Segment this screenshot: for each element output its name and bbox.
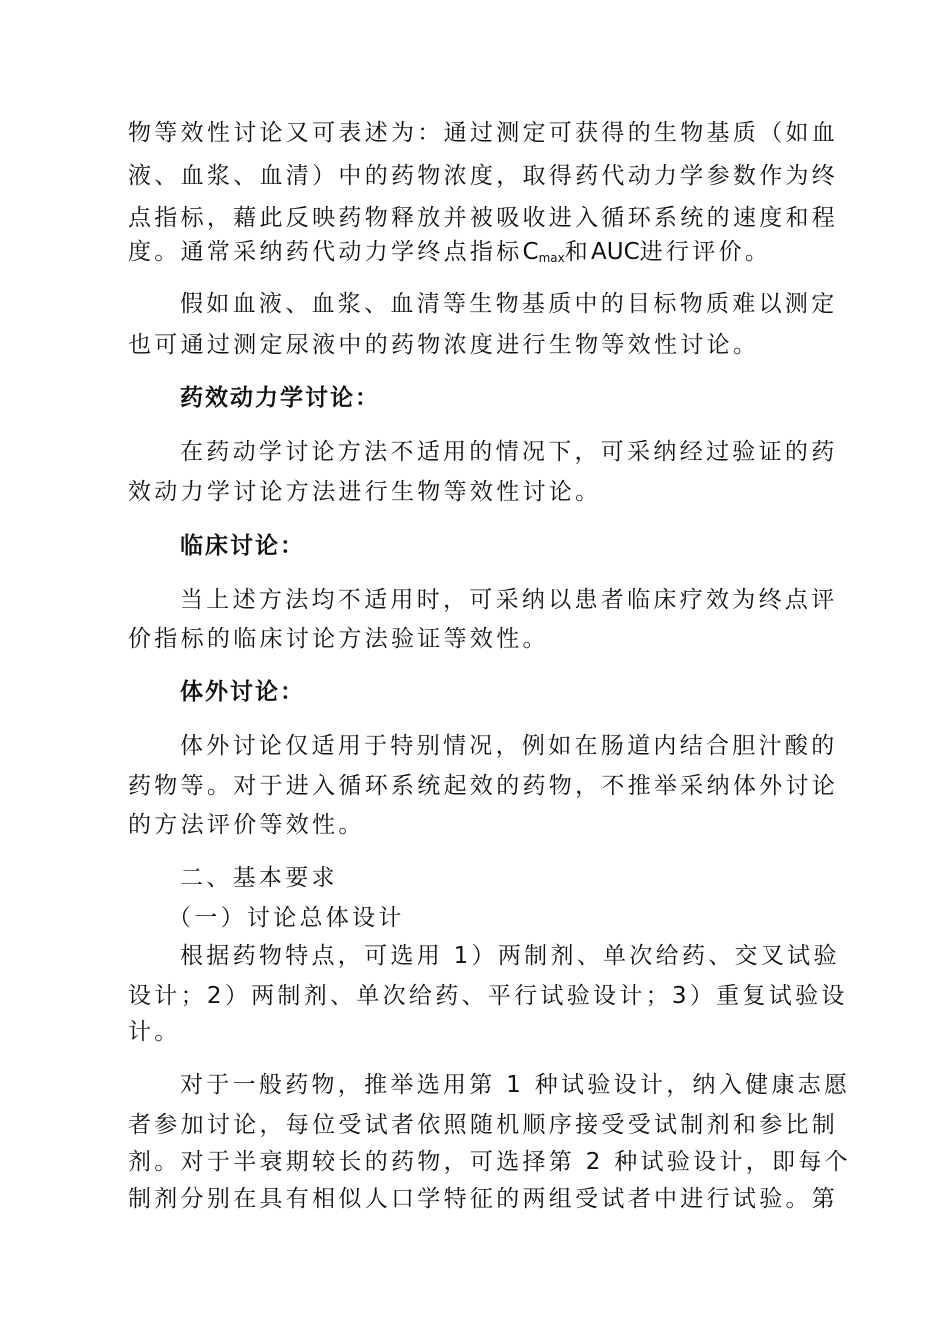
heading-clinical: 临床讨论： <box>180 533 305 559</box>
paragraph-7-line-4: 制剂分别在具有相似人口学特征的两组受试者中进行试验。第 <box>128 1186 839 1212</box>
paragraph-1-line-2: 液、血浆、血清）中的药物浓度，取得药代动力学参数作为终 <box>128 163 839 189</box>
paragraph-6-line-1: 根据药物特点，可选用 1）两制剂、单次给药、交叉试验 <box>180 943 840 969</box>
heading-pharmacodynamics: 药效动力学讨论： <box>180 385 380 411</box>
paragraph-6-line-3: 计。 <box>128 1019 181 1045</box>
section-overall-design: （一）讨论总体设计 <box>168 905 405 931</box>
and-text: 和 <box>564 239 592 265</box>
paragraph-3-line-2: 效动力学讨论方法进行生物等效性讨论。 <box>128 479 602 505</box>
heading-in-vitro: 体外讨论： <box>180 679 305 705</box>
paragraph-7-line-1: 对于一般药物，推举选用第 1 种试验设计，纳入健康志愿 <box>180 1072 851 1098</box>
paragraph-1-line-4-tail: 进行评价。 <box>639 239 772 265</box>
paragraph-7-line-3: 剂。对于半衰期较长的药物，可选择第 2 种试验设计，即每个 <box>128 1149 851 1175</box>
paragraph-3-line-1: 在药动学讨论方法不适用的情况下，可采纳经过验证的药 <box>180 439 838 465</box>
paragraph-2-line-1: 假如血液、血浆、血清等生物基质中的目标物质难以测定 <box>180 291 838 317</box>
paragraph-1-line-1: 物等效性讨论又可表述为：通过测定可获得的生物基质（如血 <box>128 120 839 146</box>
auc-symbol: AUC <box>591 239 640 265</box>
section-basic-requirements: 二、基本要求 <box>180 865 338 891</box>
paragraph-5-line-3: 的方法评价等效性。 <box>128 812 365 838</box>
paragraph-1-line-3: 点指标，藉此反映药物释放并被吸收进入循环系统的速度和程 <box>128 205 839 231</box>
paragraph-2-line-2: 也可通过测定尿液中的药物浓度进行生物等效性讨论。 <box>128 332 760 358</box>
paragraph-5-line-1: 体外讨论仅适用于特别情况，例如在肠道内结合胆汁酸的 <box>180 733 838 759</box>
paragraph-4-line-2: 价指标的临床讨论方法验证等效性。 <box>128 626 549 652</box>
paragraph-1-line-4 <box>128 237 771 267</box>
paragraph-5-line-2: 药物等。对于进入循环系统起效的药物，不推举采纳体外讨论 <box>128 773 839 799</box>
paragraph-6-line-2: 设计；2）两制剂、单次给药、平行试验设计；3）重复试验设 <box>128 983 848 1009</box>
paragraph-7-line-2: 者参加讨论，每位受试者依照随机顺序接受受试制剂和参比制 <box>128 1112 839 1138</box>
paragraph-1-line-4-text: 度。通常采纳药代动力学终点指标 <box>128 239 523 265</box>
paragraph-4-line-1: 当上述方法均不适用时，可采纳以患者临床疗效为终点评 <box>180 587 838 613</box>
cmax-symbol: C <box>522 239 539 265</box>
cmax-subscript: max <box>538 251 565 265</box>
